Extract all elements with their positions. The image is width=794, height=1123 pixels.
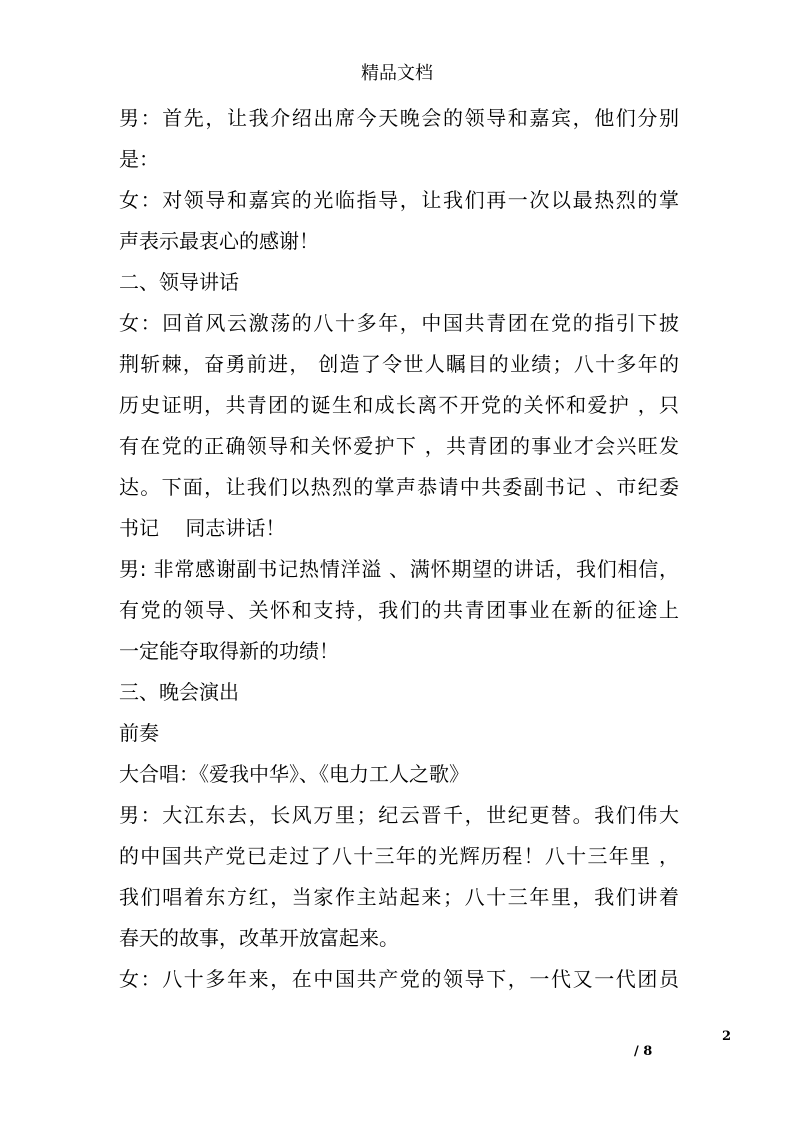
text-line: 男：首先，让我介绍出席今天晚会的领导和嘉宾，他们分别 bbox=[119, 106, 679, 130]
text-line: 男：大江东去，长风万里；纪云晋千，世纪更替。我们伟大 bbox=[119, 803, 679, 827]
text-line: 我们唱着东方红，当家作主站起来；八十三年里，我们讲着 bbox=[119, 885, 679, 909]
text-line: 女：八十多年来，在中国共产党的领导下，一代又一代团员 bbox=[119, 967, 679, 991]
text-line: 达。下面，让我们以热烈的掌声恭请中共委副书记 、市纪委 bbox=[119, 475, 679, 499]
text-line: 前奏 bbox=[119, 721, 159, 745]
page-total: / 8 bbox=[634, 1044, 653, 1059]
section-heading: 二、领导讲话 bbox=[119, 270, 239, 294]
document-body bbox=[119, 98, 679, 1000]
text-line: 男: 非常感谢副书记热情洋溢 、满怀期望的讲话，我们相信， bbox=[119, 557, 679, 581]
text-line: 有在党的正确领导和关怀爱护下 ，共青团的事业才会兴旺发 bbox=[119, 434, 679, 458]
text-line: 女：对领导和嘉宾的光临指导，让我们再一次以最热烈的掌 bbox=[119, 188, 679, 212]
section-heading: 三、晚会演出 bbox=[119, 680, 239, 704]
text-line: 一定能夺取得新的功绩！ bbox=[119, 639, 339, 663]
text-line: 女：回首风云激荡的八十多年，中国共青团在党的指引下披 bbox=[119, 311, 679, 335]
text-line: 大合唱：《爱我中华》、《电力工人之歌》 bbox=[119, 762, 469, 786]
text-line: 历史证明，共青团的诞生和成长离不开党的关怀和爱护 ，只 bbox=[119, 393, 679, 417]
text-line: 的中国共产党已走过了八十三年的光辉历程！八十三年里 ， bbox=[119, 844, 679, 868]
text-line: 声表示最衷心的感谢！ bbox=[119, 229, 319, 253]
text-line: 书记 同志讲话！ bbox=[119, 516, 286, 540]
text-line: 是： bbox=[119, 147, 159, 171]
page-header-title: 精品文档 bbox=[361, 63, 433, 84]
page-number: 2 bbox=[722, 1029, 732, 1044]
text-line: 春天的故事，改革开放富起来。 bbox=[119, 926, 399, 950]
text-line: 有党的领导、关怀和支持，我们的共青团事业在新的征途上 bbox=[119, 598, 679, 622]
text-line: 荆斩棘，奋勇前进， 创造了令世人瞩目的业绩；八十多年的 bbox=[119, 352, 679, 376]
